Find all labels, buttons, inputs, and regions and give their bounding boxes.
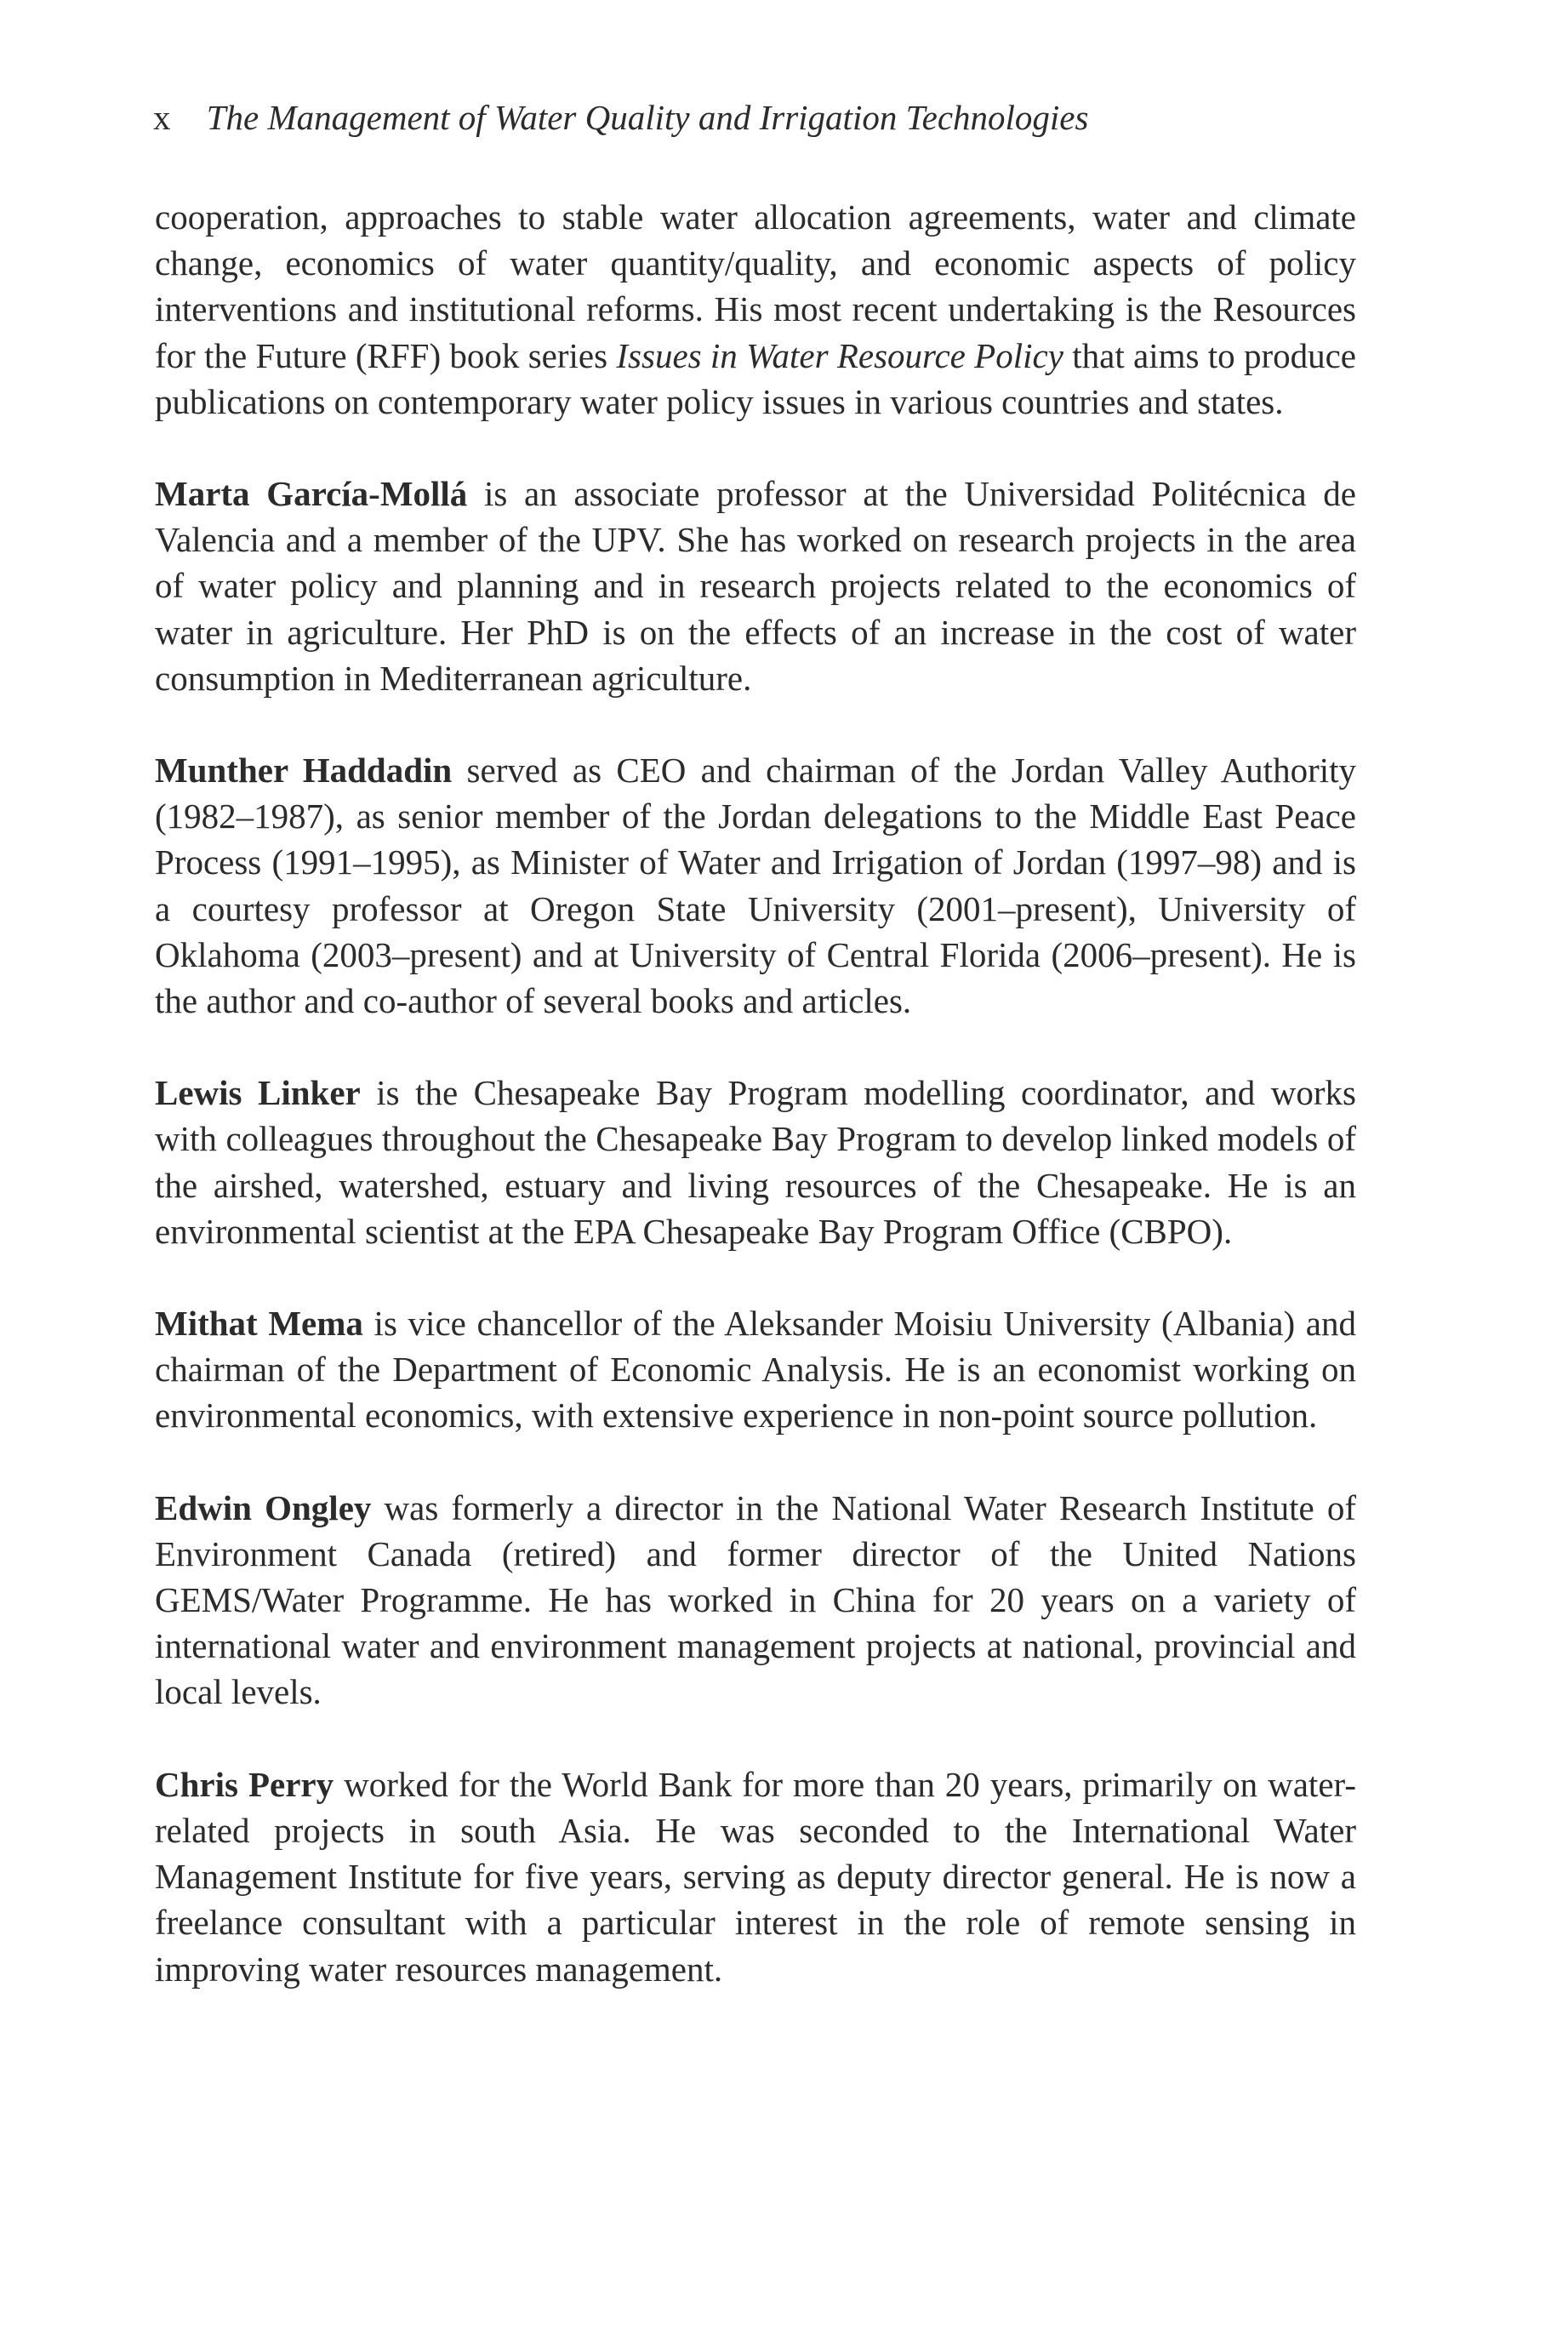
running-title: The Management of Water Quality and Irrigation Technologies <box>206 98 1089 137</box>
contributor-bio <box>155 1485 1356 1715</box>
contributor-description: is vice chancellor of the Aleksander Moisiu University (Albania) and chairman of the Department of Economic Analysis. He is an economist working on environmental economics, with extensive experience in non-point source pollution. <box>155 1304 1356 1436</box>
running-header <box>153 95 1088 140</box>
contributor-description: served as CEO and chairman of the Jordan Valley Authority (1982–1987), as senior member of the Jordan delegations to the Middle East Peace Process (1991–1995), as Minister of Water and Irrigation of Jordan (1997–98) and is a courtesy professor at Oregon State University (2001–present), University of Oklahoma (2003–present) and at University of Central Florida (2006–present). He is the author and co-author of several books and articles. <box>155 751 1357 1021</box>
contributor-bio <box>155 1070 1356 1254</box>
paragraph-text: cooperation, approaches to stable water allocation agreements, water and climate change, economics of water quantity/quality, and economic aspects of policy interventions and institutional reforms. His most recent undertaking is the Resources for the Future (RFF) book series <box>155 197 1356 375</box>
page-number: x <box>153 98 171 137</box>
contributors-text <box>155 194 1356 1992</box>
book-series-title: Issues in Water Resource Policy <box>616 335 1063 375</box>
contributor-bio <box>155 747 1356 1024</box>
contributor-bio <box>155 471 1356 701</box>
paragraph-continued <box>155 194 1356 425</box>
contributor-description: is the Chesapeake Bay Program modelling coordinator, and works with colleagues throughout the Chesapeake Bay Program to develop linked models of the airshed, watershed, estuary and living resources of the Chesapeake. He is an environmental scientist at the EPA Chesapeake Bay Program Office (CBPO). <box>155 1073 1356 1251</box>
contributor-description: was formerly a director in the National Water Research Institute of Environment Canada (retired) and former director of the United Nations GEMS/Water Programme. He has worked in China for 20 years on a variety of international water and environment management projects at national, provincial and local levels. <box>155 1487 1356 1712</box>
contributor-description: worked for the World Bank for more than 20 years, primarily on water-related projects in south Asia. He was seconded to the International Water Management Institute for five years, serving as deputy director general. He is now a freelance consultant with a particular interest in the role of remote sensing in improving water resources management. <box>155 1764 1356 1989</box>
paragraph-text: that aims to produce publications on contemporary water policy issues in various countries and states. <box>155 335 1357 421</box>
contributor-name: Edwin Ongley <box>155 1487 372 1527</box>
contributor-name: Chris Perry <box>155 1764 334 1804</box>
contributor-bio <box>155 1300 1356 1439</box>
contributor-name: Marta García-Mollá <box>155 474 468 514</box>
contributor-bio <box>155 1761 1356 1992</box>
contributor-name: Lewis Linker <box>155 1073 361 1113</box>
contributor-description: is an associate professor at the Universidad Politécnica de Valencia and a member of the UPV. She has worked on research projects in the area of water policy and planning and in research projects related to the economics of water in agriculture. Her PhD is on the effects of an increase in the cost of water consumption in Mediterranean agriculture. <box>155 474 1356 698</box>
contributor-name: Mithat Mema <box>155 1304 363 1344</box>
contributor-name: Munther Haddadin <box>155 751 453 791</box>
